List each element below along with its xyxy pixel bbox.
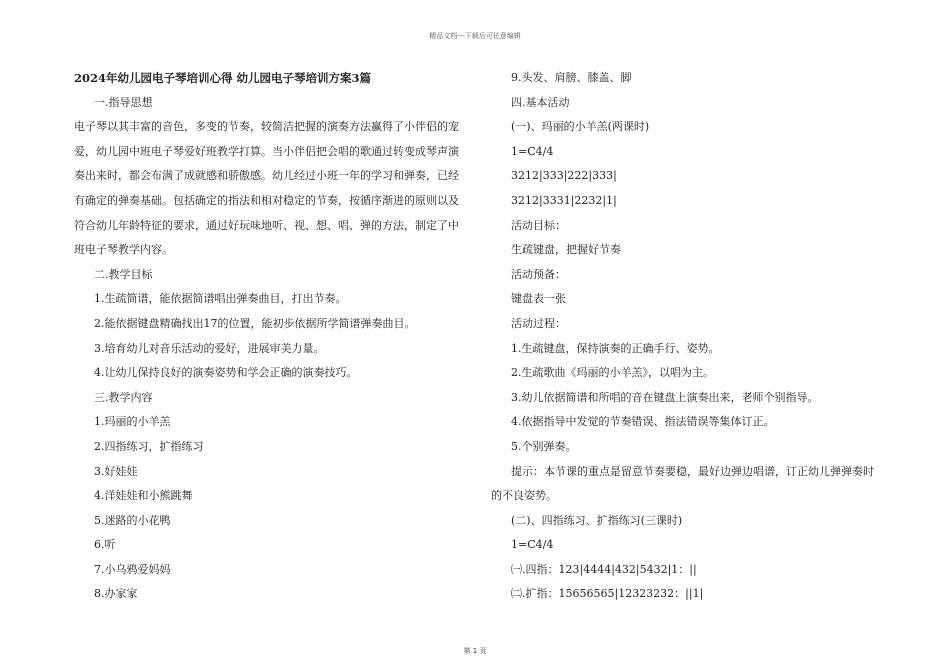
section-heading-basic-activity: 四.基本活动 <box>511 95 570 109</box>
text-line: 9.头发、肩膀、膝盖、脚 <box>511 71 632 84</box>
score-line: 3212|3331|2232|1| <box>511 193 617 207</box>
content-item: 6.听 <box>94 538 116 552</box>
text-line: 活动过程： <box>511 316 566 330</box>
content-item: 2.四指练习，扩指练习 <box>94 439 204 453</box>
section-heading-teaching-goals: 二.教学目标 <box>94 267 153 281</box>
header-note: 精品文档---下载后可任意编辑 <box>429 32 521 40</box>
process-step: 1.生疏键盘，保持演奏的正确手行、姿势。 <box>511 341 720 355</box>
text-line: 活动目标： <box>511 218 566 232</box>
process-step: 3.幼儿依据简谱和所唱的音在键盘上演奏出来，老师个别指导。 <box>511 390 819 404</box>
text-line: 生疏键盘，把握好节奏 <box>511 243 621 257</box>
content-item: 5.迷路的小花鸭 <box>94 513 171 527</box>
goal-item: 3.培育幼儿对音乐活动的爱好，进展审美力量。 <box>94 341 325 355</box>
process-step: 4.依据指导中发觉的节奏错误、指法错误等集体订正。 <box>511 415 775 429</box>
content-item: 1.玛丽的小羊羔 <box>94 415 171 429</box>
text-line: 活动预备： <box>511 267 566 281</box>
section-heading-teaching-content: 三.教学内容 <box>94 390 153 404</box>
process-step: 5.个别弹奏。 <box>511 439 577 453</box>
goal-item: 2.能依据键盘精确找出17的位置，能初步依据所学简谱弹奏曲目。 <box>94 316 416 330</box>
score-line: ㈠.四指：123|4444|432|5432|1：|| <box>511 562 697 576</box>
section-heading-guiding-thought: 一.指导思想 <box>94 95 153 109</box>
activity-heading: (一)、玛丽的小羊羔(两课时) <box>511 120 650 134</box>
key-signature: 1=C4/4 <box>511 144 554 158</box>
score-line: ㈡.扩指：15656565|12323232：||1| <box>511 587 704 601</box>
document-title: 2024年幼儿园电子琴培训心得 幼儿园电子琴培训方案3篇 <box>74 71 372 85</box>
process-step: 2.生疏歌曲《玛丽的小羊羔》，以唱为主。 <box>511 366 714 380</box>
key-signature: 1=C4/4 <box>511 538 554 552</box>
content-item: 3.好娃娃 <box>94 464 138 478</box>
left-column <box>74 66 459 607</box>
text-line: 键盘表一张 <box>511 292 566 306</box>
content-item: 7.小乌鸦爱妈妈 <box>94 562 171 576</box>
page-footer: 第 1 页 <box>463 647 487 655</box>
goal-item: 1.生疏简谱，能依据简谱唱出弹奏曲目，打出节奏。 <box>94 292 347 306</box>
content-item: 4.洋娃娃和小熊跳舞 <box>94 489 193 503</box>
right-column <box>491 66 876 607</box>
activity-heading: (二)、四指练习、扩指练习(三课时) <box>511 513 683 527</box>
tip-paragraph: 提示：本节课的重点是留意节奏要稳，最好边弹边唱谱，订正幼儿弹弹奏时的不良姿势。 <box>491 464 874 503</box>
guiding-thought-paragraph: 电子琴以其丰富的音色，多变的节奏，较简洁把握的演奏方法赢得了小伴侣的宠爱，幼儿园中班电子琴爱好班教学打算。当小伴侣把会唱的歌通过转变成琴声演奏出来时，都会布满了成就感和骄傲感。幼儿经过小班一年的学习和弹奏，已经有确定的弹奏基础。包括确定的指法和相对稳定的节奏，按循序渐进的原则以及符合幼儿年龄特征的要求，通过好玩味地听、视、想、唱、弹的方法，制定了中班电子琴教学内容。 <box>74 120 459 257</box>
goal-item: 4.让幼儿保持良好的演奏姿势和学会正确的演奏技巧。 <box>94 366 358 380</box>
content-item: 8.办家家 <box>94 587 138 601</box>
score-line: 3212|333|222|333| <box>511 169 617 183</box>
